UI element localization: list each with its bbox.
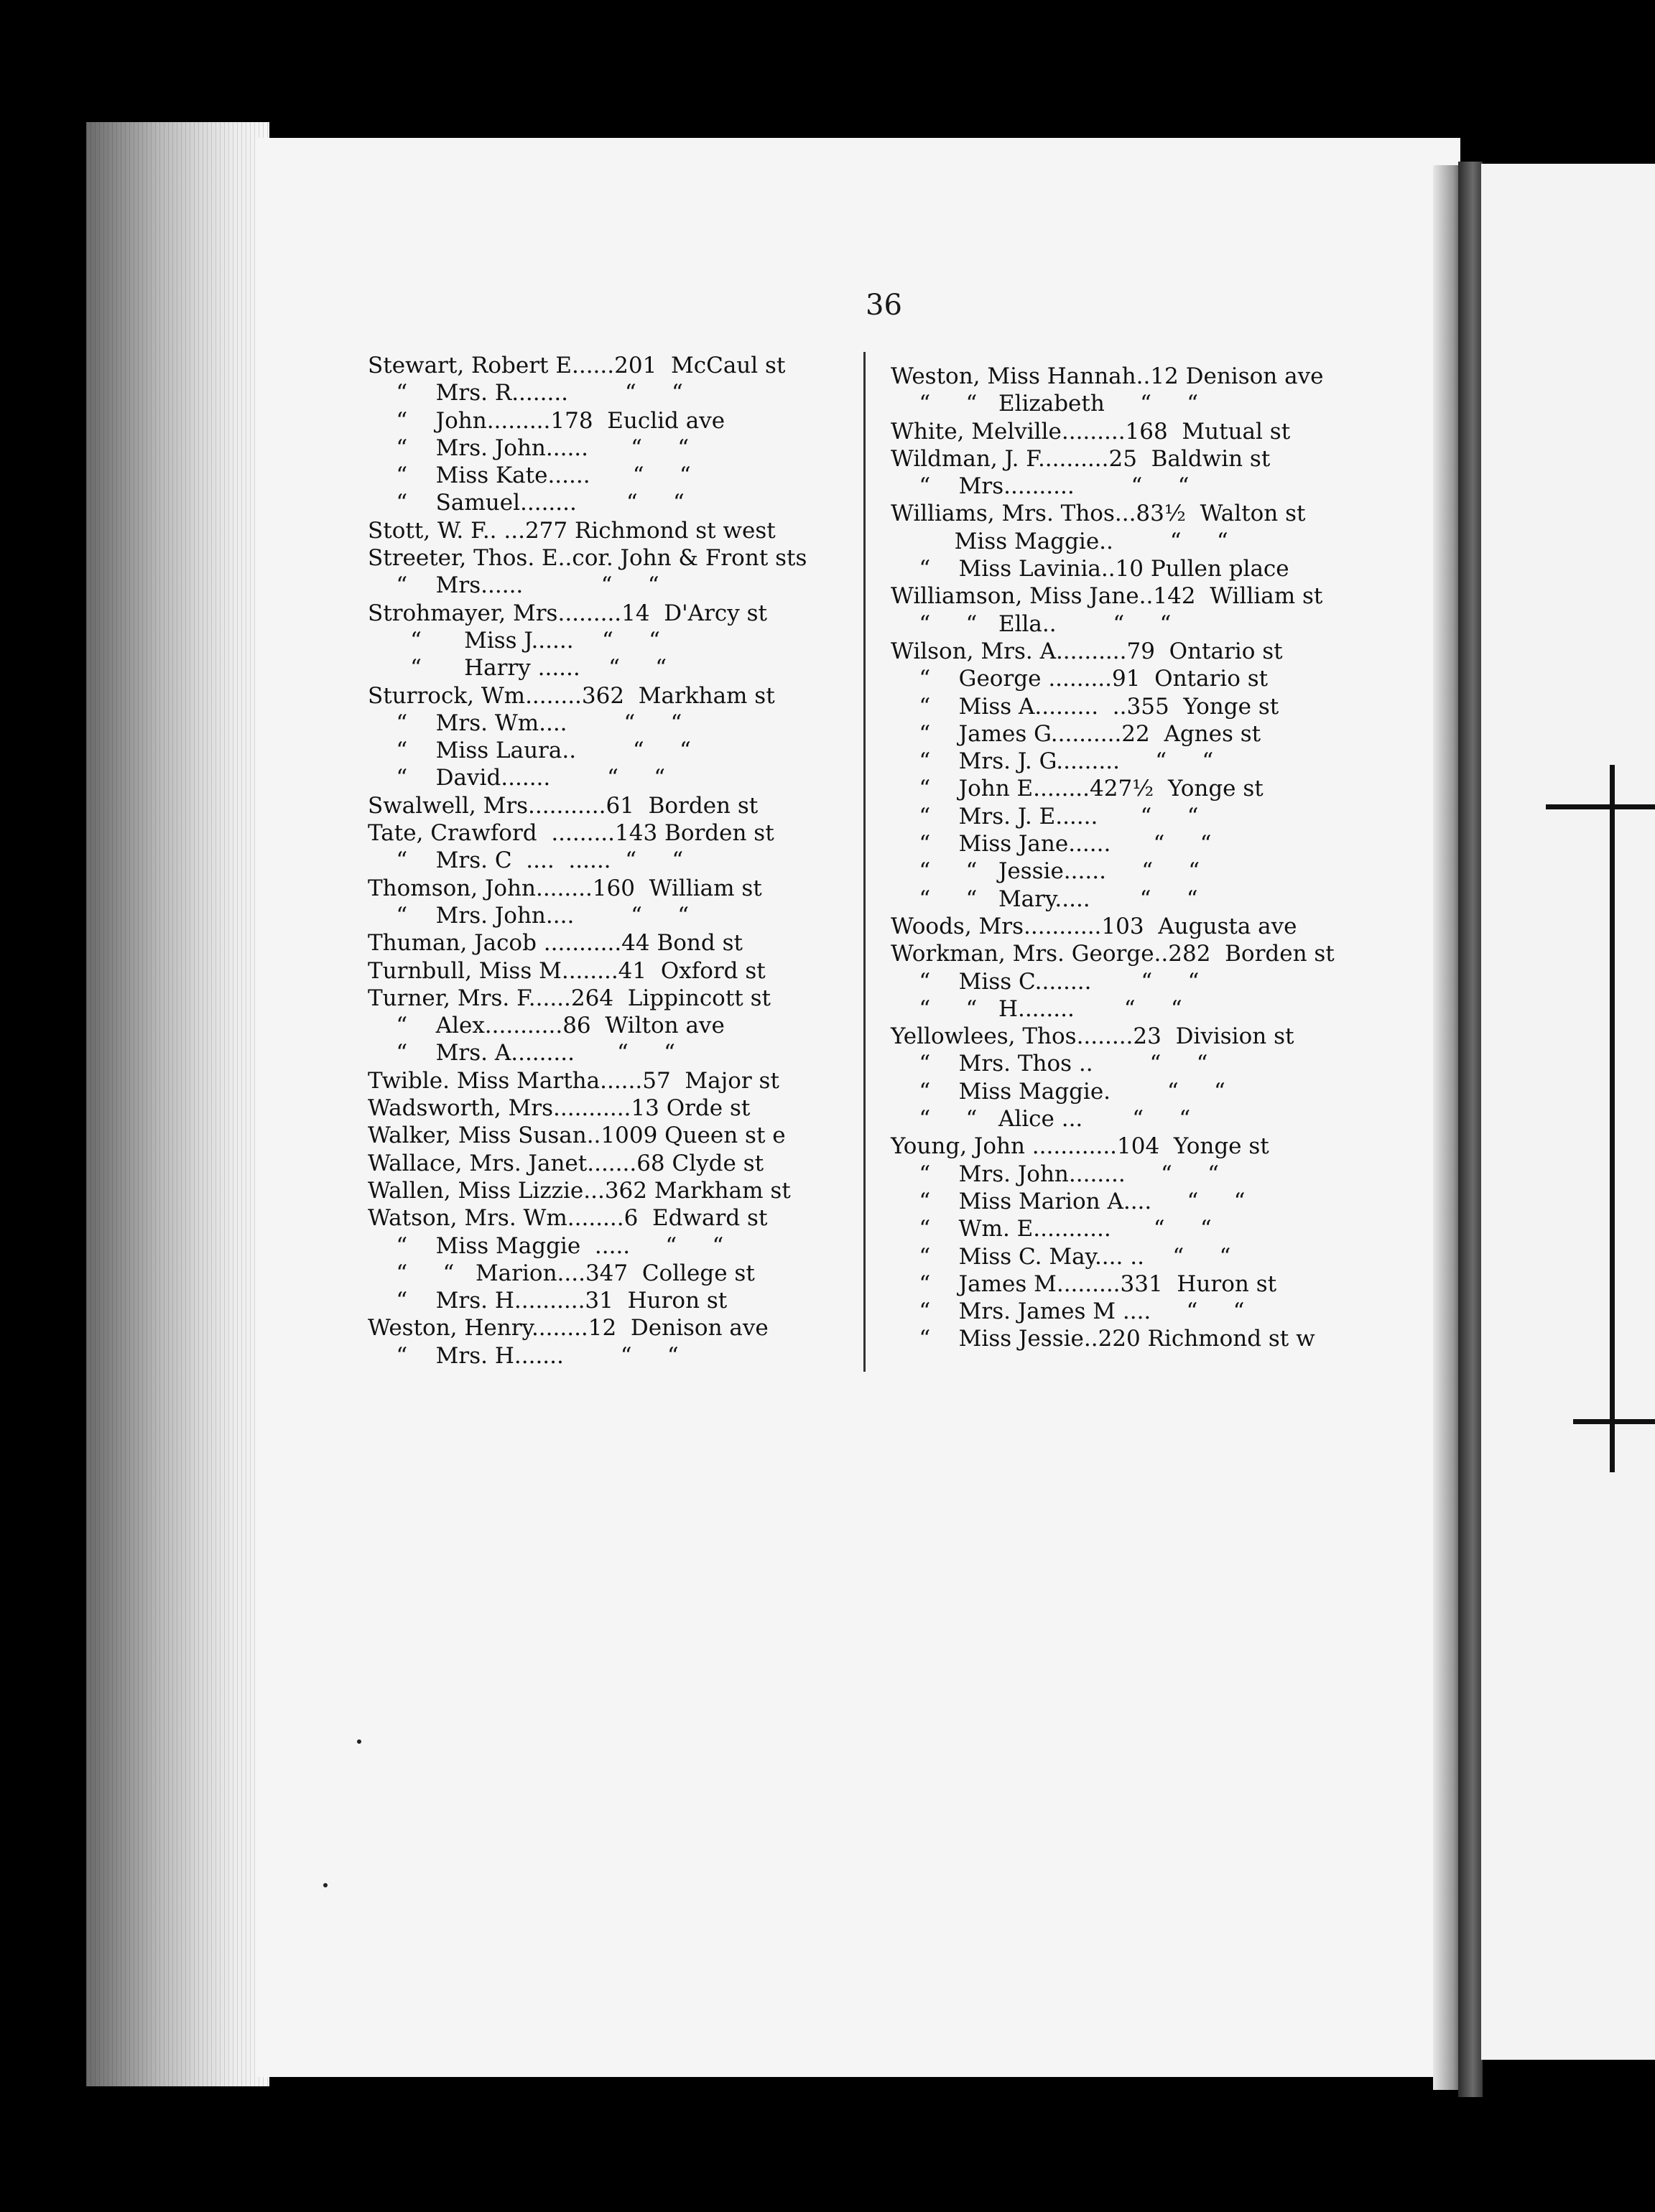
directory-entry: “ Miss Maggie ..... “ “ [368, 1232, 724, 1259]
directory-entry: Turner, Mrs. F......264 Lippincott st [368, 985, 771, 1011]
directory-entry: Workman, Mrs. George..282 Borden st [891, 941, 1335, 967]
directory-entry: “ Mrs. John........ “ “ [891, 1161, 1219, 1187]
directory-entry: “ Mrs. J. E...... “ “ [891, 803, 1199, 830]
directory-entry: “ John E........427½ Yonge st [891, 776, 1264, 802]
directory-entry: “ David....... “ “ [368, 765, 666, 791]
facing-page-rule-vertical [1610, 765, 1615, 1472]
directory-entry: “ “ Ella.. “ “ [891, 610, 1172, 637]
directory-entry: “ Harry ...... “ “ [368, 655, 667, 682]
directory-entry: Watson, Mrs. Wm........6 Edward st [368, 1205, 768, 1232]
directory-entry: “ Miss Lavinia..10 Pullen place [891, 556, 1289, 582]
directory-entry: “ Miss A......... ..355 Yonge st [891, 693, 1279, 720]
page-stack-edge [86, 122, 269, 2086]
directory-entry: Wilson, Mrs. A..........79 Ontario st [891, 638, 1283, 664]
directory-entry: “ Mrs. Thos .. “ “ [891, 1051, 1208, 1077]
directory-entry: Walker, Miss Susan..1009 Queen st e [368, 1123, 786, 1149]
directory-entry: “ “ Mary..... “ “ [891, 886, 1198, 912]
directory-entry: Stewart, Robert E......201 McCaul st [368, 353, 786, 378]
directory-entry: “ Mrs. A......... “ “ [368, 1040, 676, 1066]
page-speck [357, 1739, 361, 1744]
directory-entry: Wallace, Mrs. Janet.......68 Clyde st [368, 1150, 764, 1176]
directory-entry: “ “ Alice ... “ “ [891, 1106, 1191, 1133]
directory-entry: Thomson, John........160 William st [368, 875, 762, 901]
directory-entry: “ Mrs. John...... “ “ [368, 434, 690, 461]
directory-entry: White, Melville.........168 Mutual st [891, 418, 1291, 445]
directory-entry: “ Miss J...... “ “ [368, 627, 660, 654]
directory-entry: “ “ Marion....347 College st [368, 1260, 755, 1286]
directory-entry: “ Mrs. J. G......... “ “ [891, 748, 1214, 775]
page-gutter [1433, 165, 1462, 2090]
directory-entry: Streeter, Thos. E..cor. John & Front sts [368, 545, 807, 572]
directory-entry: Stott, W. F.. ...277 Richmond st west [368, 517, 776, 544]
directory-entry: Wadsworth, Mrs...........13 Orde st [368, 1095, 751, 1122]
directory-entry: Miss Maggie.. “ “ [891, 528, 1228, 554]
directory-entry: “ “ H........ “ “ [891, 995, 1182, 1022]
page-speck [323, 1883, 328, 1887]
directory-entry: “ John.........178 Euclid ave [368, 407, 725, 434]
directory-entry: Swalwell, Mrs...........61 Borden st [368, 792, 759, 819]
directory-entry: “ Mrs. James M .... “ “ [891, 1298, 1245, 1325]
directory-entry: Strohmayer, Mrs.........14 D'Arcy st [368, 600, 767, 626]
directory-entry: Sturrock, Wm........362 Markham st [368, 682, 775, 709]
directory-entry: “ James G..........22 Agnes st [891, 720, 1261, 747]
directory-entry: Williamson, Miss Jane..142 William st [891, 583, 1323, 610]
directory-entry: “ Miss Jessie..220 Richmond st w [891, 1326, 1315, 1352]
directory-entry: Wallen, Miss Lizzie...362 Markham st [368, 1177, 791, 1204]
directory-entry: “ Miss Kate...... “ “ [368, 463, 691, 489]
directory-entry: “ Mrs.......... “ “ [891, 473, 1190, 500]
directory-entry: “ James M.........331 Huron st [891, 1270, 1277, 1297]
directory-entry: “ Mrs. John.... “ “ [368, 902, 690, 929]
directory-entry: “ George .........91 Ontario st [891, 666, 1269, 692]
directory-entry: Twible. Miss Martha......57 Major st [368, 1067, 779, 1094]
directory-entry: Weston, Miss Hannah..12 Denison ave [891, 363, 1324, 389]
directory-column-left [368, 352, 863, 1370]
directory-column-right [891, 363, 1386, 1353]
directory-entry: “ Mrs. Wm.... “ “ [368, 710, 682, 736]
directory-entry: Turnbull, Miss M........41 Oxford st [368, 957, 766, 984]
directory-entry: “ Miss Jane...... “ “ [891, 831, 1212, 858]
directory-entry: “ Mrs. H..........31 Huron st [368, 1288, 728, 1314]
directory-entry: “ Samuel........ “ “ [368, 490, 685, 516]
directory-entry: Young, John ............104 Yonge st [891, 1133, 1269, 1160]
binding-edge [1458, 162, 1483, 2097]
directory-entry: Weston, Henry........12 Denison ave [368, 1315, 769, 1342]
directory-entry: “ “ Elizabeth “ “ [891, 391, 1199, 417]
directory-entry: Yellowlees, Thos........23 Division st [891, 1023, 1294, 1050]
directory-entry: “ Miss Laura.. “ “ [368, 738, 691, 764]
directory-entry: “ Wm. E........... “ “ [891, 1216, 1212, 1242]
directory-entry: “ Miss C. May.... .. “ “ [891, 1243, 1231, 1270]
directory-entry: Tate, Crawford .........143 Borden st [368, 820, 774, 847]
directory-entry: “ Mrs. H....... “ “ [368, 1342, 679, 1369]
column-divider [863, 352, 866, 1372]
facing-page [1481, 164, 1655, 2060]
directory-entry: “ Mrs...... “ “ [368, 572, 659, 599]
directory-entry: “ Miss Maggie. “ “ [891, 1078, 1225, 1105]
directory-entry: Williams, Mrs. Thos...83½ Walton st [891, 501, 1306, 527]
directory-entry: “ Miss Marion A.... “ “ [891, 1188, 1246, 1214]
directory-entry: “ Miss C........ “ “ [891, 968, 1200, 995]
directory-entry: “ “ Jessie...... “ “ [891, 858, 1200, 885]
directory-entry: Wildman, J. F..........25 Baldwin st [891, 445, 1271, 472]
facing-page-rule-top [1546, 804, 1655, 809]
directory-entry: “ Mrs. C .... ...... “ “ [368, 847, 684, 874]
directory-entry: Woods, Mrs...........103 Augusta ave [891, 913, 1297, 939]
directory-entry: Thuman, Jacob ...........44 Bond st [368, 930, 743, 957]
facing-page-rule-bottom [1573, 1419, 1655, 1424]
directory-entry: “ Mrs. R........ “ “ [368, 380, 683, 406]
page-number: 36 [866, 289, 902, 322]
directory-entry: “ Alex...........86 Wilton ave [368, 1013, 725, 1039]
